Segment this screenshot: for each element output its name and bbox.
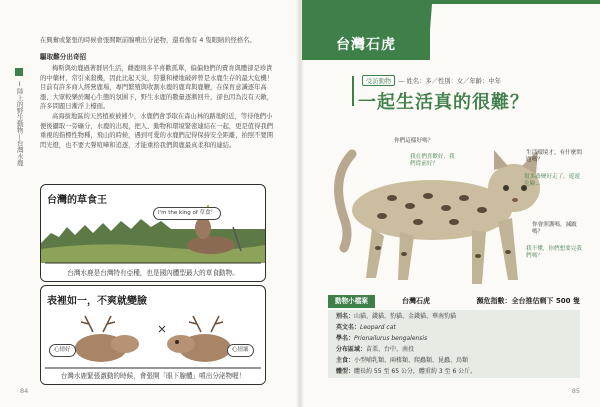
- profile-row-english: [336, 324, 396, 332]
- headline-bar: [352, 76, 354, 106]
- profile-label: 英文名：: [336, 324, 361, 331]
- profile-row-diet: [336, 357, 468, 365]
- profile-label: 分布區域：: [336, 346, 367, 353]
- page-number-right: 85: [571, 387, 580, 395]
- quote-6: 我不懂，你們想要完我們嗎？: [526, 246, 582, 259]
- page-title: 台灣石虎: [336, 37, 396, 53]
- speech-bubble-king: I'm the king of 草食！: [153, 207, 221, 220]
- quote-5: 你會照護嗎，減跛嗎？: [532, 222, 577, 235]
- page-number-left: 84: [20, 387, 29, 395]
- quote-4: 很多路變好走了，遊遊危險...: [524, 174, 580, 187]
- left-page: [0, 0, 298, 407]
- right-page: [302, 0, 600, 407]
- profile-header: [328, 295, 580, 308]
- paragraph-habitat: 高海拔地區的天然植被被補少，水鹿們會爭取在森山林的路地附近，等待他們小便後攝取一旁礦分，水鹿的出現，把人、動物和環境緊密連結在一起，更是值得我們重視的指標性物種，飛山的時候，遇到可愛的水鹿們記得保持安全距離，拍照不要開閃光燈，也不要大聲喧嘩和追逐，才能重拾我們與鹿最真柔和的連結。: [40, 113, 273, 149]
- section-heading: 驅取難分出奇招: [40, 53, 87, 61]
- caption-king: 台灣水鹿是台灣特有亞種，也是國內體型最大的草食動物。: [67, 269, 239, 277]
- title-band-decor: [302, 0, 600, 30]
- profile-value: Prionailurus bengalensis: [354, 335, 428, 342]
- box-title-king: 台灣的草食王: [47, 195, 107, 206]
- interview-tag: 受訪動物: [362, 75, 395, 86]
- profile-label: 主食：: [336, 357, 355, 364]
- bubble-good-mood: 心情好: [49, 344, 76, 357]
- comic-box-mood: [40, 285, 266, 385]
- side-tab-mark: [15, 68, 23, 76]
- profile-value: 山貓、錢貓、豹貓、金錢貓、華南豹貓: [354, 313, 457, 320]
- profile-label: 別名：: [336, 313, 355, 320]
- profile-name: 台灣石虎: [402, 297, 430, 305]
- interview-meta-text: — 姓名：多／性別：女／年齡：中年: [398, 78, 501, 85]
- profile-value: Leopard cat: [360, 324, 396, 331]
- interview-meta: [362, 75, 501, 86]
- bubble-bad-mood: 心情壞: [227, 344, 254, 357]
- quote-3: 生活環境才，有什麼問題嗎？: [526, 150, 582, 163]
- profile-card: [328, 310, 580, 378]
- headline: 一起生活真的很難？: [358, 92, 529, 113]
- profile-row-distribution: [336, 346, 414, 354]
- comic-box-king: [40, 184, 266, 282]
- profile-danger: 瀕危指數：全台推估剩下 500 隻: [476, 297, 580, 305]
- profile-label: 學名：: [336, 335, 355, 342]
- profile-label: 體型：: [336, 368, 355, 375]
- profile-tag: 動物小檔案: [328, 295, 375, 308]
- side-tab: [10, 68, 28, 166]
- profile-value: 小型哺乳類、兩棲類、爬蟲類、昆蟲、鳥類: [354, 357, 469, 364]
- leopard-cat-illustration: [322, 118, 562, 293]
- paragraph-conservation: 梅斯與幼鹿過著群居生活，雌鹿則多半喜歡孤單，偏偏他們的賣育與體卻是珍貴的中藥材，常引來殺機，因此比起天災，狩獵和棲地破碎曾是水鹿生存的最大危機！目前有許多商人經營鹿場，專門繁殖與收割水鹿的鹿茸與鹿鞭，在保育意識逐年高漲、大眾較樂於關心生態的氛圍下，野生水鹿的數量逐漸回升，卻也因為沒有天敵，許多問題日漸浮上檯面。: [40, 65, 273, 111]
- caption-mood: 台灣水鹿緊張激動的時候，會張開「眼下腺體」噴出分泌物喔！: [60, 372, 246, 380]
- paragraph-intro: 在興奮或緊張的時候會張開眶前腺噴出分泌物，還看像有 4 隻眼睛的怪格名。: [40, 37, 256, 44]
- profile-row-scientific: [336, 335, 427, 343]
- quote-2: 我在們喜歡好，我們從前好？: [410, 154, 455, 167]
- profile-row-size: [336, 368, 476, 376]
- profile-value: 苗栗、台中、南投: [366, 346, 415, 353]
- side-tab-text: Ⅰ陸上的野生動物—台灣水鹿: [15, 80, 24, 166]
- box-title-mood: 表裡如一，不爽就變臉: [47, 296, 147, 307]
- quote-1: 你們這樣好嗎？: [394, 138, 434, 144]
- profile-row-alias: [336, 313, 456, 321]
- profile-value: 體長約 55 至 65 公分，體重約 3 至 6 公斤。: [354, 368, 477, 375]
